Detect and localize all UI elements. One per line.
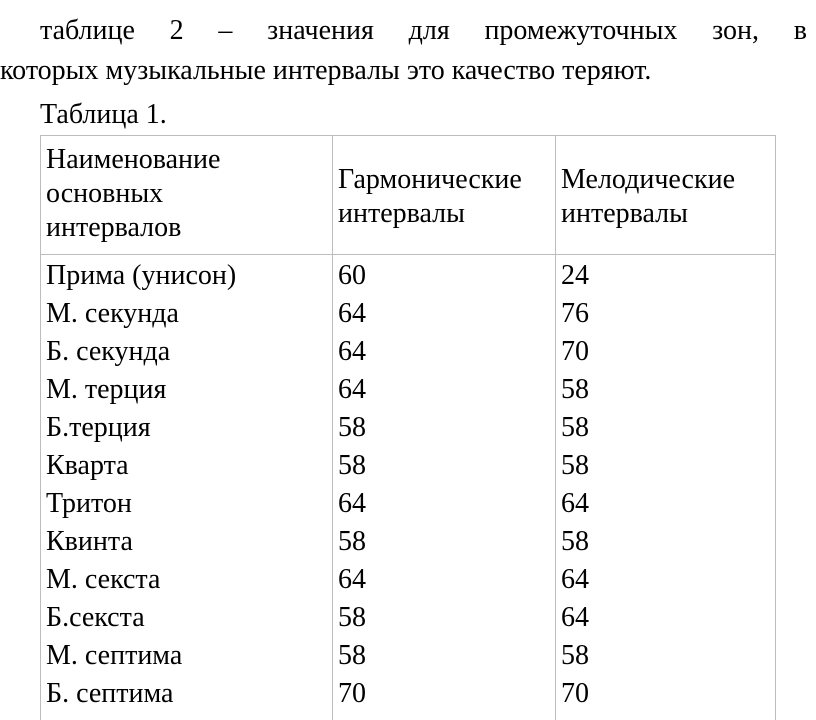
harmonic-value-cell: 70 [338,678,366,709]
harmonic-value-cell: 58 [338,412,366,443]
melodic-value-cell: 58 [561,640,589,671]
melodic-value-cell: 58 [561,412,589,443]
interval-name-cell: М. секста [46,564,161,595]
interval-name-cell: Кварта [46,450,129,481]
header-bottom-border [40,254,776,255]
interval-name-cell: Б.секста [46,602,145,633]
melodic-value-cell: 58 [561,450,589,481]
melodic-value-cell: 76 [561,298,589,329]
melodic-value-cell: 64 [561,602,589,633]
table-caption: Таблица 1. [40,99,167,130]
harmonic-value-cell: 64 [338,336,366,367]
interval-name-cell: Б.терция [46,412,151,443]
interval-name-cell: М. септима [46,640,183,671]
harmonic-value-cell: 58 [338,450,366,481]
harmonic-value-cell: 64 [338,298,366,329]
melodic-value-cell: 64 [561,564,589,595]
harmonic-value-cell: 58 [338,526,366,557]
table-right-border [775,135,776,720]
column-divider-2 [555,135,556,720]
table-top-border [40,135,776,136]
header-harmonic: Гармонические интервалы [338,164,522,229]
column-divider-1 [332,135,333,720]
interval-name-cell: Тритон [46,488,132,519]
table-left-border [40,135,41,720]
intervals-table [40,135,776,720]
melodic-value-cell: 58 [561,526,589,557]
interval-name-cell: Квинта [46,526,133,557]
melodic-value-cell: 58 [561,374,589,405]
paragraph-line-1: таблице 2 – значения для промежуточных зон, в [40,15,807,46]
melodic-value-cell: 70 [561,336,589,367]
harmonic-value-cell: 58 [338,640,366,671]
interval-name-cell: М. терция [46,374,167,405]
interval-name-cell: М. секунда [46,298,179,329]
harmonic-value-cell: 64 [338,374,366,405]
harmonic-value-cell: 64 [338,488,366,519]
melodic-value-cell: 24 [561,260,589,291]
harmonic-value-cell: 58 [338,602,366,633]
header-interval-name: Наименование основных интервалов [46,144,221,243]
interval-name-cell: Б. секунда [46,336,171,367]
harmonic-value-cell: 64 [338,564,366,595]
melodic-value-cell: 64 [561,488,589,519]
paragraph-line-2: которых музыкальные интервалы это качество теряют. [0,55,652,86]
harmonic-value-cell: 60 [338,260,366,291]
interval-name-cell: Б. септима [46,678,174,709]
header-melodic: Мелодические интервалы [561,164,736,229]
melodic-value-cell: 70 [561,678,589,709]
interval-name-cell: Прима (унисон) [46,260,237,291]
